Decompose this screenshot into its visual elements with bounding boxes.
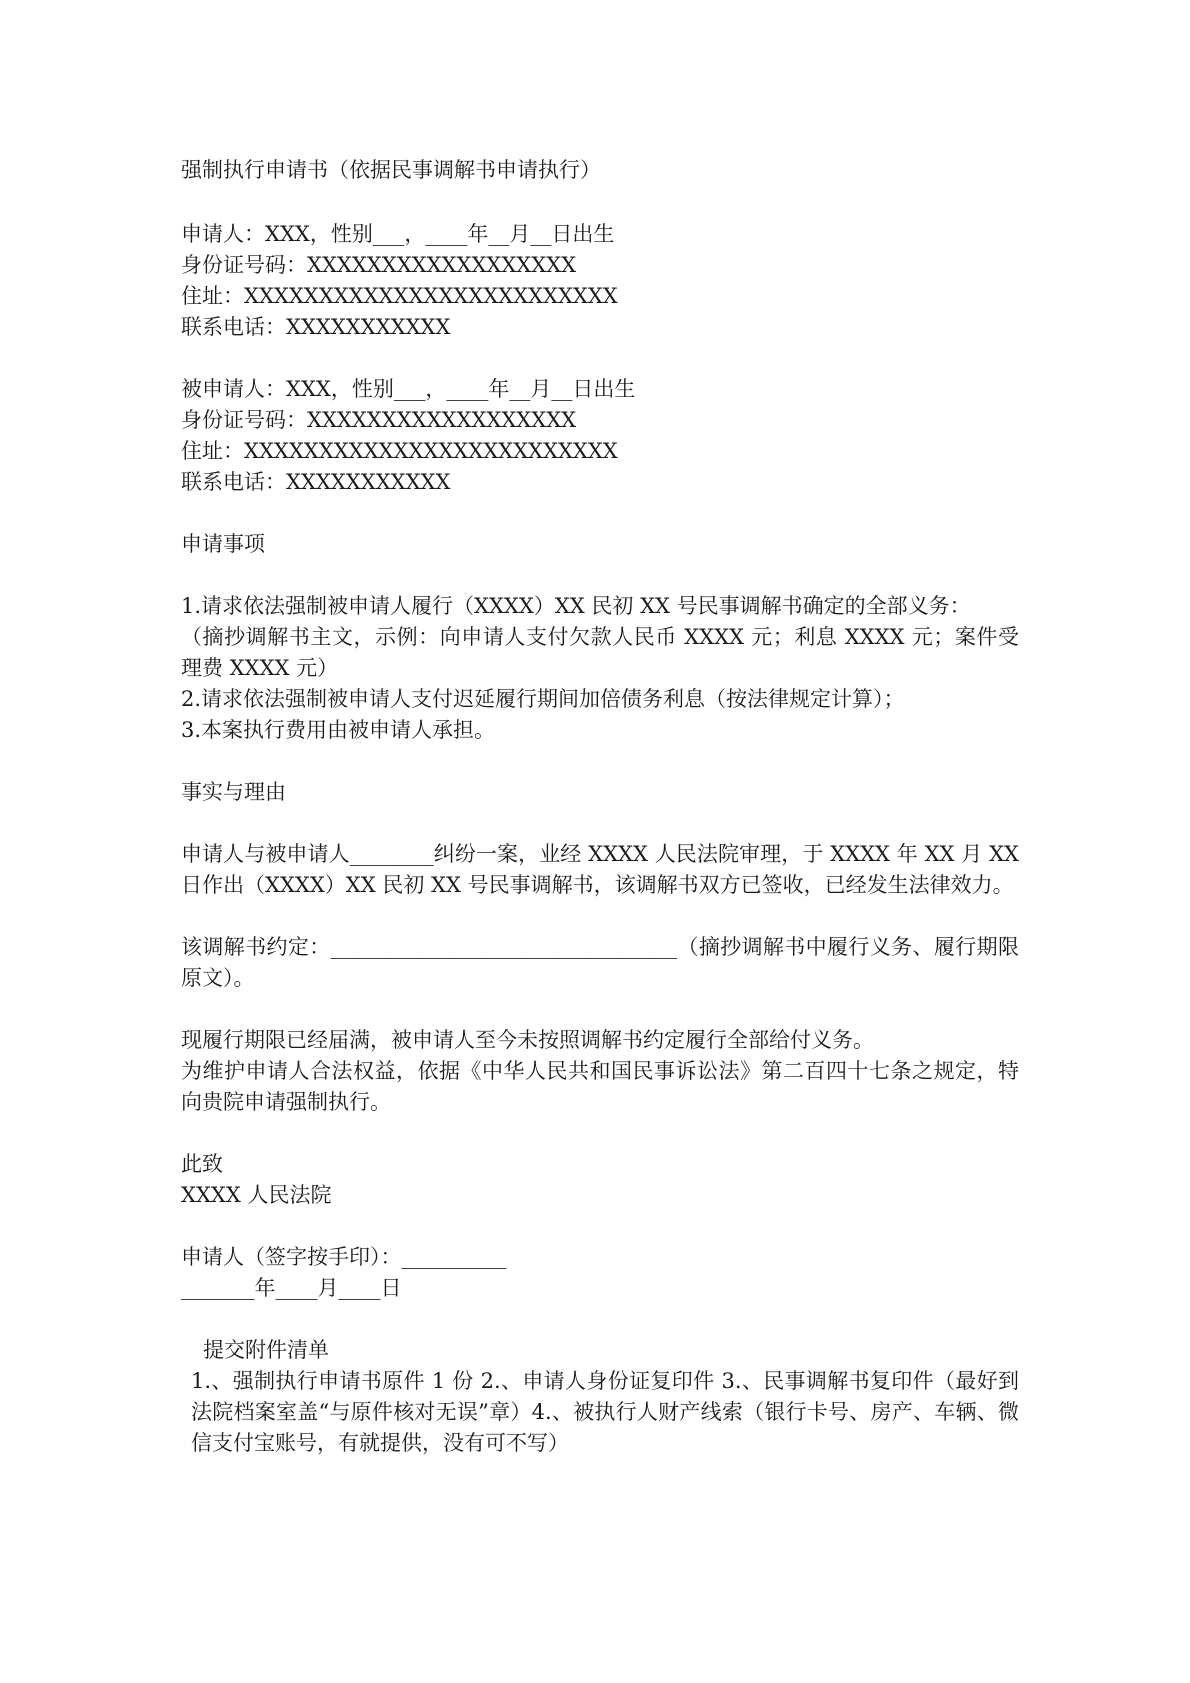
claims-heading: 申请事项 [181, 532, 265, 556]
applicant-phone: 联系电话：XXXXXXXXXXX [181, 315, 451, 339]
respondent-basic-info: 被申请人：XXX，性别___，____年__月__日出生 [181, 377, 636, 401]
respondent-phone: 联系电话：XXXXXXXXXXX [181, 470, 451, 494]
claim-item-1-note: （摘抄调解书主文，示例：向申请人支付欠款人民币 XXXX 元；利息 XXXX 元；案件受理费 XXXX 元） [181, 625, 1019, 680]
facts-paragraph-3: 现履行期限已经届满，被申请人至今未按照调解书约定履行全部给付义务。 [181, 1028, 874, 1052]
attachments-list: 1.、强制执行申请书原件 1 份 2.、申请人身份证复印件 3.、民事调解书复印件（最好到法院档案室盖“与原件核对无误”章）4.、被执行人财产线索（银行卡号、房产、车辆、微信支付宝账号，有就提供，没有可不写） [191, 1369, 1019, 1455]
applicant-section [181, 219, 1019, 343]
closing-court: XXXX 人民法院 [181, 1183, 332, 1207]
spacer [181, 808, 1019, 839]
attachments-heading: 提交附件清单 [203, 1338, 329, 1362]
spacer [181, 1118, 1019, 1149]
spacer [181, 560, 1019, 591]
facts-paragraph-4: 为维护申请人合法权益，依据《中华人民共和国民事诉讼法》第二百四十七条之规定，特向贵院申请强制执行。 [181, 1059, 1019, 1114]
applicant-basic-info: 申请人：XXX，性别___，____年__月__日出生 [181, 222, 615, 246]
document-page [181, 155, 1019, 1459]
spacer [181, 498, 1019, 529]
facts-paragraph-2: 该调解书约定：_________________________________（摘抄调解书中履行义务、履行期限原文）。 [181, 935, 1019, 990]
spacer [181, 746, 1019, 777]
facts-heading: 事实与理由 [181, 780, 286, 804]
closing-section [181, 1149, 1019, 1211]
signature-date-line: _______年____月____日 [181, 1276, 402, 1300]
spacer [181, 186, 1019, 219]
claims-list [181, 591, 1019, 746]
claim-item-3: 3.本案执行费用由被申请人承担。 [181, 718, 496, 742]
claim-item-2: 2.请求依法强制被申请人支付迟延履行期间加倍债务利息（按法律规定计算）； [181, 687, 905, 711]
spacer [181, 994, 1019, 1025]
respondent-id-number: 身份证号码：XXXXXXXXXXXXXXXXXX [181, 408, 577, 432]
signature-section [181, 1242, 1019, 1304]
facts-paragraph-1: 申请人与被申请人________纠纷一案，业经 XXXX 人民法院审理，于 XXXX 年 XX 月 XX 日作出（XXXX）XX 民初 XX 号民事调解书，该调解书双方已签收，已经发生法律效力。 [181, 842, 1019, 897]
spacer [181, 901, 1019, 932]
spacer [181, 1211, 1019, 1242]
applicant-address: 住址：XXXXXXXXXXXXXXXXXXXXXXXXX [181, 284, 618, 308]
respondent-address: 住址：XXXXXXXXXXXXXXXXXXXXXXXXX [181, 439, 618, 463]
spacer [181, 1304, 1019, 1335]
signature-line: 申请人（签字按手印）：__________ [181, 1245, 507, 1269]
document-title: 强制执行申请书（依据民事调解书申请执行） [181, 158, 601, 182]
closing-salutation: 此致 [181, 1152, 223, 1176]
spacer [181, 343, 1019, 374]
claim-item-1: 1.请求依法强制被申请人履行（XXXX）XX 民初 XX 号民事调解书确定的全部义务： [181, 594, 971, 618]
applicant-id-number: 身份证号码：XXXXXXXXXXXXXXXXXX [181, 253, 577, 277]
respondent-section [181, 374, 1019, 498]
